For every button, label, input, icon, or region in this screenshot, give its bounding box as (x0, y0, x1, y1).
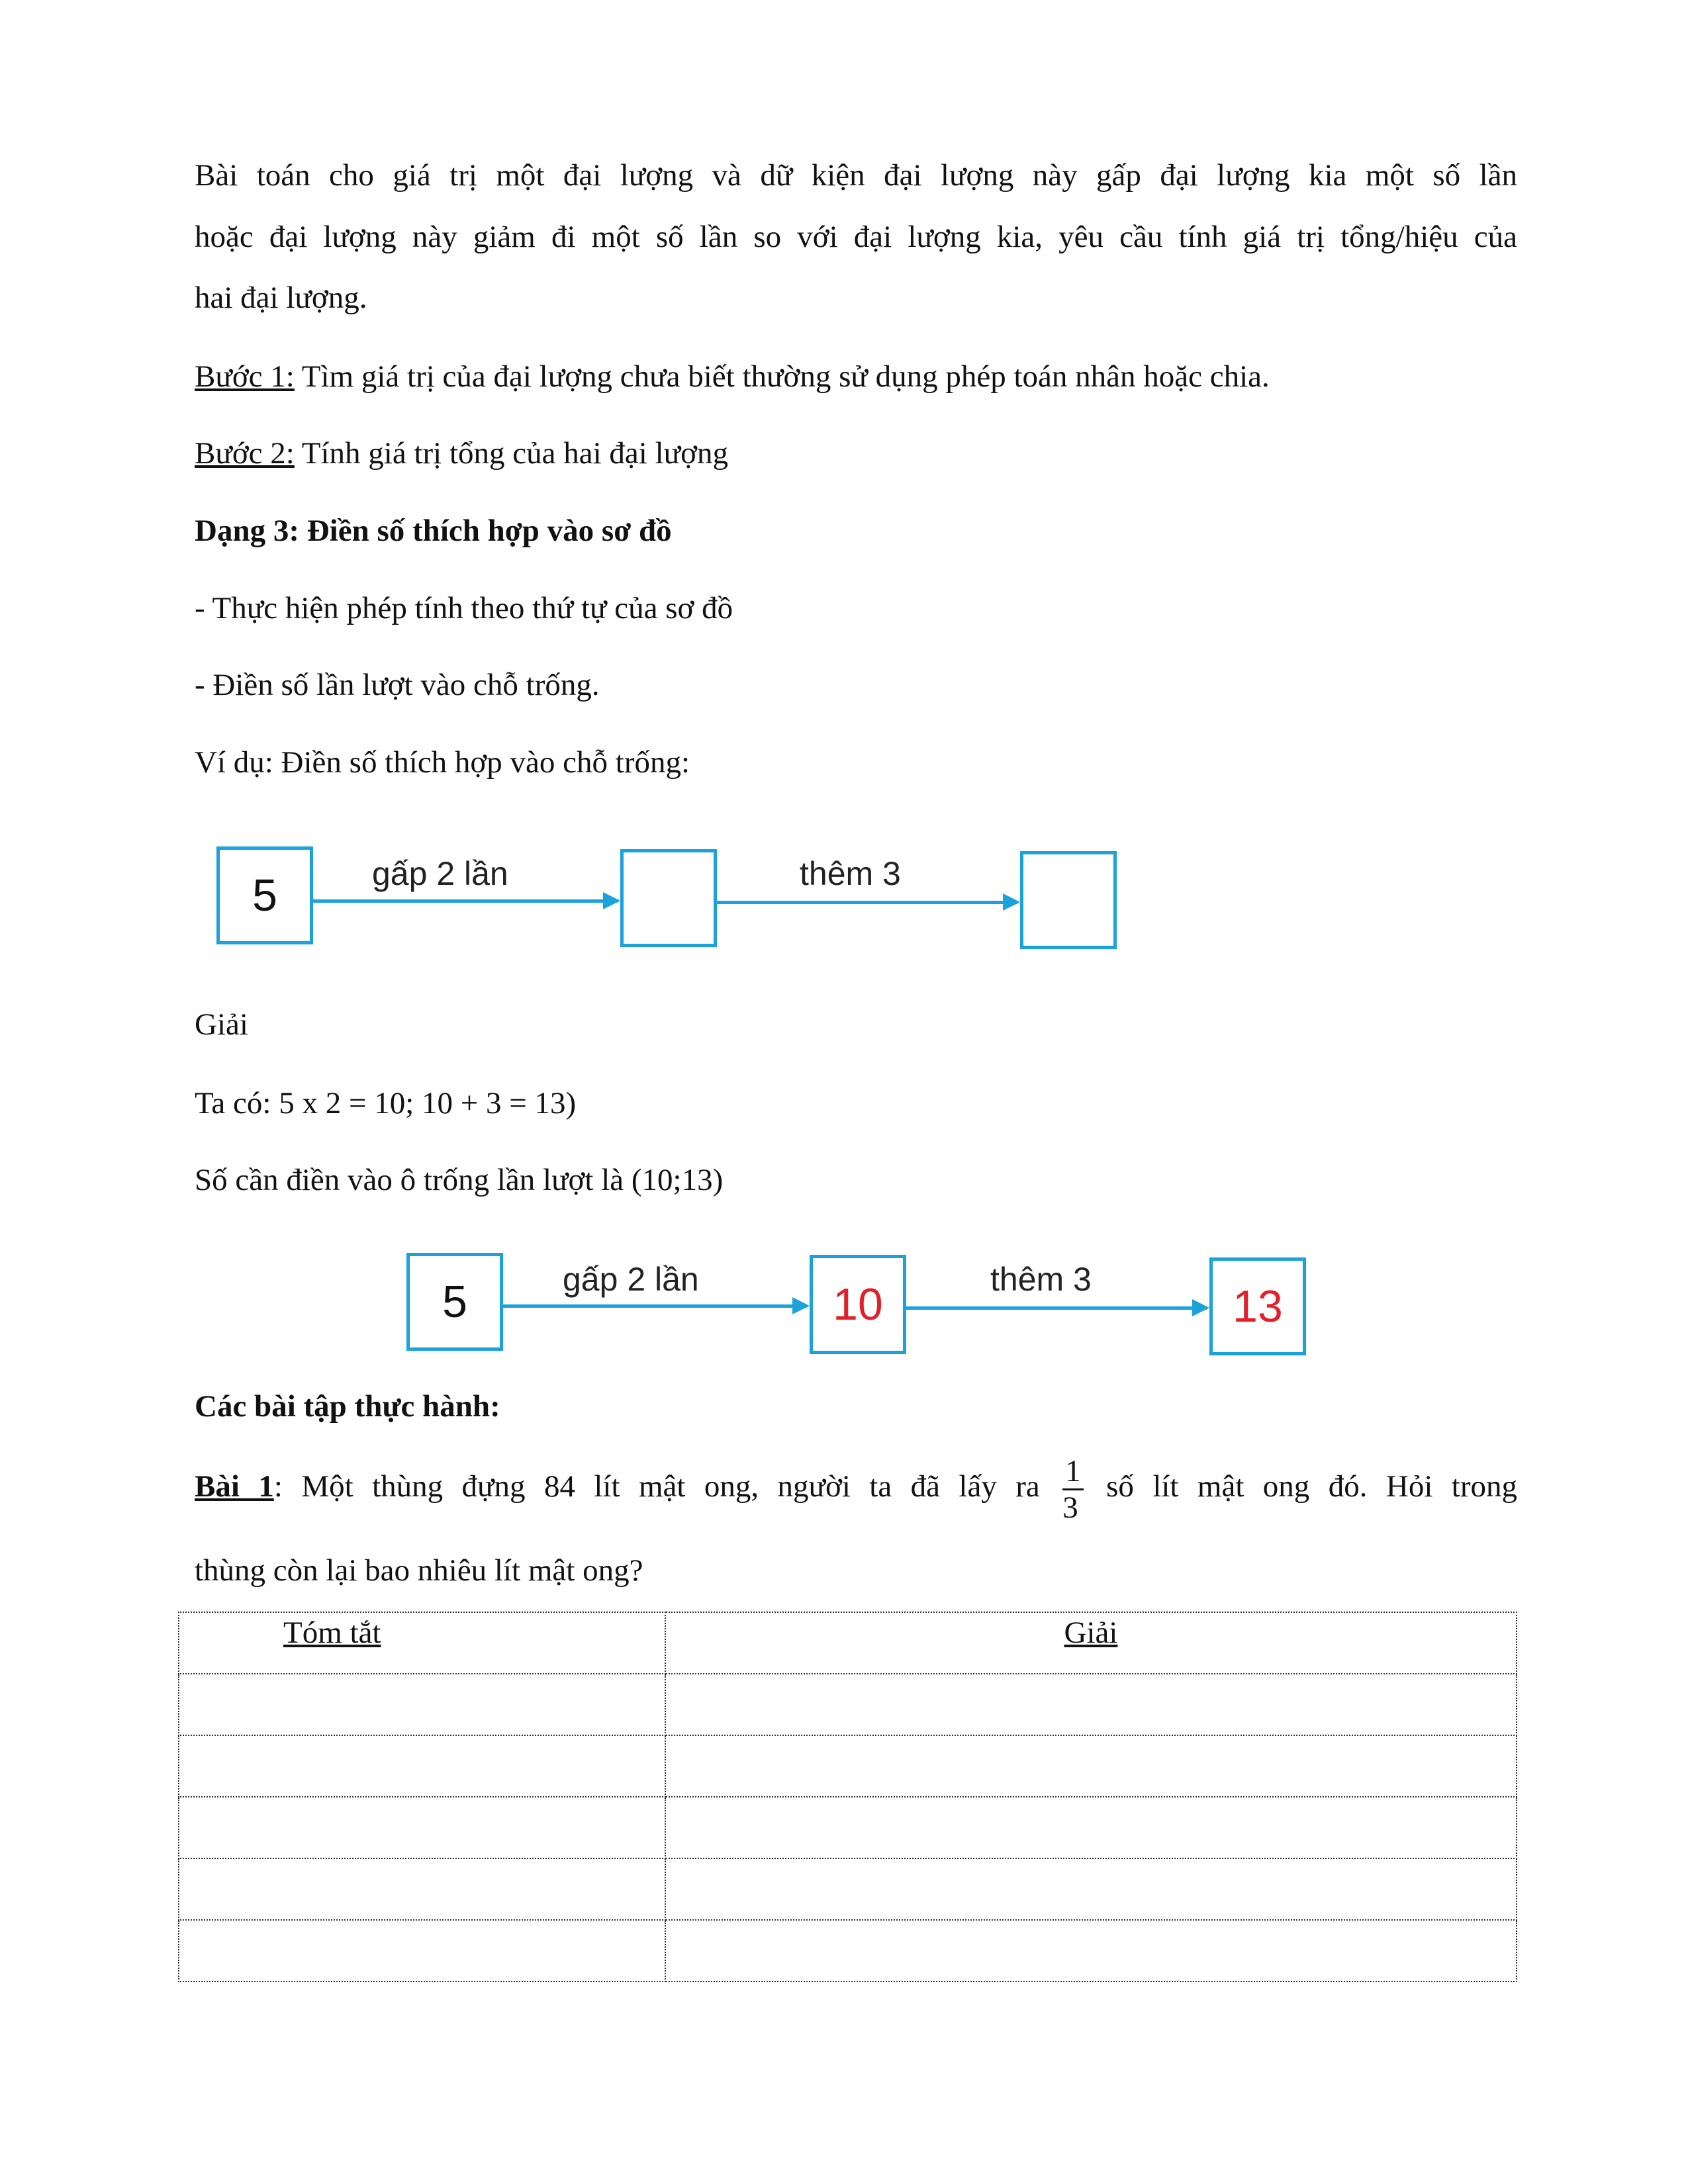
start-box: 5 (216, 846, 313, 944)
practice-heading (195, 1387, 500, 1426)
header-solution-label: Giải (1064, 1615, 1118, 1650)
header-summary (179, 1612, 665, 1674)
blank-box-1[interactable] (620, 849, 717, 947)
arrow-icon (503, 1304, 807, 1308)
start-box: 5 (406, 1253, 503, 1351)
step-2-text: Tính giá trị tổng của hai đại lượng (294, 436, 728, 471)
table-header-row (179, 1612, 1517, 1674)
answer-table (178, 1612, 1517, 1982)
intro-line-3: hai đại lượng. (195, 281, 367, 315)
operation-label-1: gấp 2 lần (372, 855, 508, 892)
exercise-1-line-1 (195, 1449, 1517, 1525)
step-2 (195, 433, 728, 473)
answer-box-1: 10 (810, 1255, 906, 1354)
solution-cell[interactable] (665, 1858, 1517, 1920)
step-1 (195, 357, 1270, 396)
solution-title: Giải (195, 1007, 248, 1042)
step-2-label: Bước 2: (195, 436, 295, 471)
blank-box-2[interactable] (1020, 851, 1117, 949)
fraction-numerator: 1 (1062, 1454, 1084, 1490)
header-solution (665, 1612, 1517, 1674)
exercise-text-b: số lít mật ong đó. Hỏi trong (1106, 1469, 1518, 1504)
intro-line-2: hoặc đại lượng này giảm đi một số lần so với đại lượng kia, yêu cầu tính giá trị tổng/hiệu của (195, 220, 1517, 254)
table-row (179, 1797, 1517, 1858)
table-row (179, 1735, 1517, 1797)
operation-label-2: thêm 3 (990, 1261, 1092, 1298)
arrow-icon (313, 899, 618, 903)
header-summary-label: Tóm tắt (283, 1615, 381, 1650)
summary-cell[interactable] (179, 1920, 665, 1981)
exercise-label: Bài 1 (195, 1469, 274, 1504)
answer-box-2: 13 (1209, 1257, 1306, 1355)
solution-cell[interactable] (665, 1920, 1517, 1981)
solution-answer: Số cần điền vào ô trống lần lượt là (10;13) (195, 1163, 724, 1197)
operation-label-2: thêm 3 (800, 855, 901, 892)
summary-cell[interactable] (179, 1858, 665, 1920)
arrow-icon (906, 1306, 1207, 1310)
step-1-text: Tìm giá trị của đại lượng chưa biết thường sử dụng phép toán nhân hoặc chia. (294, 359, 1270, 394)
intro-line-1: Bài toán cho giá trị một đại lượng và dữ kiện đại lượng này gấp đại lượng kia một số lần (195, 158, 1517, 193)
colon: : (273, 1469, 283, 1504)
arrow-icon (717, 901, 1017, 904)
exercise-1-line-2: thùng còn lại bao nhiêu lít mật ong? (195, 1553, 643, 1588)
summary-cell[interactable] (179, 1674, 665, 1735)
practice-heading-text: Các bài tập thực hành: (195, 1389, 500, 1424)
fraction-denominator: 3 (1062, 1490, 1078, 1525)
bullet-2: - Điền số lần lượt vào chỗ trống. (195, 668, 600, 702)
solution-calc: Ta có: 5 x 2 = 10; 10 + 3 = 13) (195, 1086, 577, 1120)
operation-label-1: gấp 2 lần (563, 1261, 699, 1298)
table-row (179, 1920, 1517, 1981)
fraction (1062, 1454, 1084, 1525)
summary-cell[interactable] (179, 1735, 665, 1797)
table-row (179, 1674, 1517, 1735)
solution-cell[interactable] (665, 1797, 1517, 1858)
solution-cell[interactable] (665, 1735, 1517, 1797)
table-row (179, 1858, 1517, 1920)
step-1-label: Bước 1: (195, 359, 295, 394)
exercise-text-a: Một thùng đựng 84 lít mật ong, người ta đã lấy ra (301, 1469, 1040, 1504)
section-heading (195, 511, 672, 551)
summary-cell[interactable] (179, 1797, 665, 1858)
solution-cell[interactable] (665, 1674, 1517, 1735)
bullet-1: - Thực hiện phép tính theo thứ tự của sơ đồ (195, 591, 733, 625)
heading-text: Dạng 3: Điền số thích hợp vào sơ đồ (195, 514, 672, 548)
example-text: Ví dụ: Điền số thích hợp vào chỗ trống: (195, 745, 690, 780)
